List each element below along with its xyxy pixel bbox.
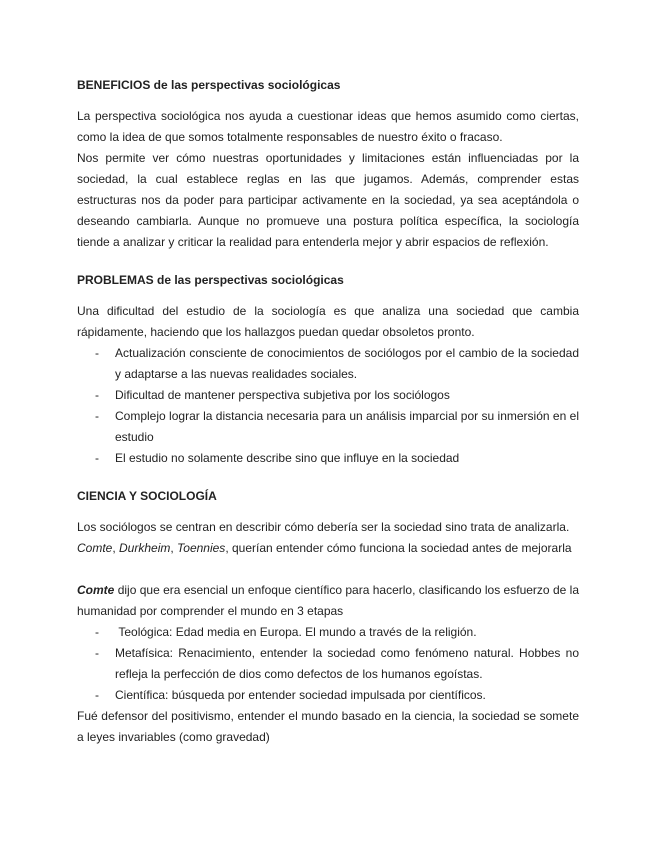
list-item	[77, 685, 579, 706]
list-item-text: Científica: búsqueda por entender sociedad impulsada por científicos.	[115, 688, 486, 702]
section-heading-ciencia: CIENCIA Y SOCIOLOGÍA	[77, 489, 217, 503]
paragraph-problemas-1: Una dificultad del estudio de la sociología es que analiza una sociedad que cambia rápidamente, haciendo que los hallazgos puedan quedar obsoletos pronto.	[77, 304, 579, 339]
list-item-text: Dificultad de mantener perspectiva subjetiva por los sociólogos	[115, 388, 450, 402]
list-item	[77, 406, 579, 448]
author-name-comte: Comte	[77, 541, 113, 555]
list-item-text: Teológica: Edad media en Europa. El mundo a través de la religión.	[115, 625, 477, 639]
list-item-text: Actualización consciente de conocimientos de sociólogos por el cambio de la sociedad y adaptarse a las nuevas realidades sociales.	[115, 346, 579, 381]
list-item-text: Metafísica: Renacimiento, entender la sociedad como fenómeno natural. Hobbes no refleja la perfección de dios como defectos de los humanos egoístas.	[115, 646, 579, 681]
name-separator: ,	[170, 541, 178, 555]
paragraph-ciencia-1: Los sociólogos se centran en describir cómo debería ser la sociedad sino trata de analizarla.	[77, 520, 570, 534]
paragraph-comte	[77, 580, 579, 622]
list-item-text: El estudio no solamente describe sino que influye en la sociedad	[115, 451, 460, 465]
list-item	[77, 622, 579, 643]
dash-bullet: -	[95, 646, 99, 660]
comte-name: Comte	[77, 583, 115, 597]
paragraph-positivismo: Fué defensor del positivismo, entender el mundo basado en la ciencia, la sociedad se somete a leyes invariables (como gravedad)	[77, 709, 579, 744]
dash-bullet: -	[95, 451, 99, 465]
author-name-toennies: Toennies	[177, 541, 226, 555]
section-heading-problemas: PROBLEMAS de las perspectivas sociológicas	[77, 273, 344, 287]
list-item-text: Complejo lograr la distancia necesaria para un análisis imparcial por su inmersión en el estudio	[115, 409, 579, 444]
dash-bullet: -	[95, 625, 99, 639]
problemas-list	[77, 343, 579, 469]
dash-bullet: -	[95, 346, 99, 360]
paragraph-beneficios-1: La perspectiva sociológica nos ayuda a cuestionar ideas que hemos asumido como ciertas, como la idea de que somos totalmente responsables de nuestro éxito o fracaso.	[77, 109, 579, 144]
author-name-durkheim: Durkheim	[119, 541, 171, 555]
paragraph-ciencia-2-rest: , querían entender cómo funciona la sociedad antes de mejorarla	[225, 541, 572, 555]
paragraph-comte-rest: dijo que era esencial un enfoque científico para hacerlo, clasificando los esfuerzo de la humanidad por comprender el mundo en 3 etapas	[77, 583, 579, 618]
spacer	[77, 559, 579, 580]
etapas-list	[77, 622, 579, 706]
list-item	[77, 385, 579, 406]
dash-bullet: -	[95, 388, 99, 402]
spacer	[77, 253, 579, 273]
dash-bullet: -	[95, 688, 99, 702]
dash-bullet: -	[95, 409, 99, 423]
paragraph-beneficios-2: Nos permite ver cómo nuestras oportunidades y limitaciones están influenciadas por la sociedad, la cual establece reglas en las que jugamos. Además, comprender estas estructuras nos da poder para participar activamente en la sociedad, ya sea aceptándola o deseando cambiarla. Aunque no promueve una postura política específica, la sociología tiende a analizar y criticar la realidad para entenderla mejor y abrir espacios de reflexión.	[77, 151, 579, 249]
list-item	[77, 343, 579, 385]
paragraph-ciencia-2	[77, 538, 579, 559]
name-separator: ,	[112, 541, 120, 555]
spacer	[77, 469, 579, 489]
section-heading-beneficios: BENEFICIOS de las perspectivas sociológicas	[77, 78, 341, 92]
list-item	[77, 448, 579, 469]
list-item	[77, 643, 579, 685]
